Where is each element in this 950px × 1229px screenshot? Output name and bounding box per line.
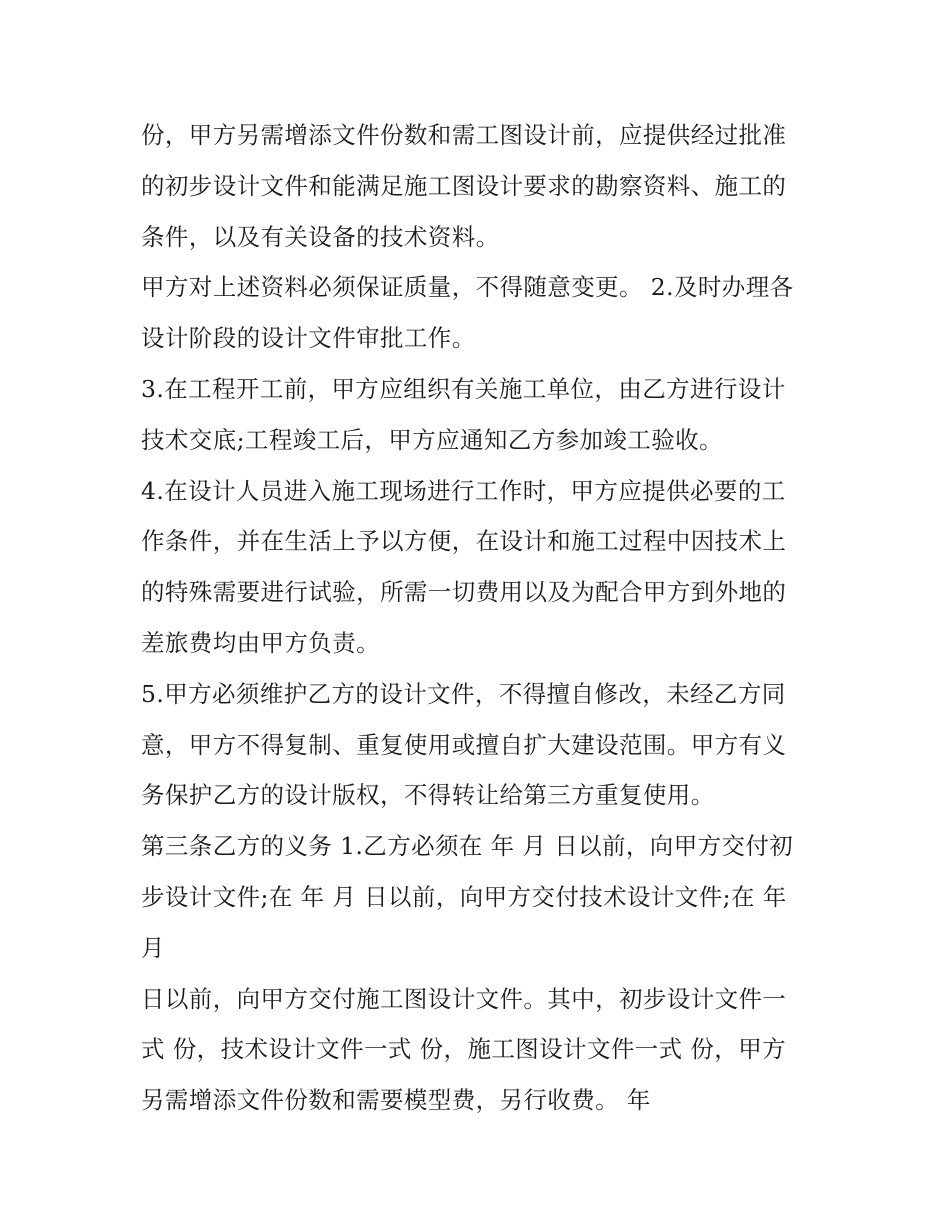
body-text [141,110,821,1126]
text-line: 日以前，向甲方交付施工图设计文件。其中，初步设计文件一 [141,984,787,1013]
text-line: 条件，以及有关设备的技术资料。 [141,222,500,251]
text-line: 第三条乙方的义务 1.乙方必须在 年 月 日以前，向甲方交付初 [141,832,794,861]
text-line: 差旅费均由甲方负责。 [141,628,380,657]
text-line: 份，甲方另需增添文件份数和需工图设计前，应提供经过批准 [141,121,787,149]
text-line: 月 [141,933,165,962]
text-line: 作条件，并在生活上予以方便，在设计和施工过程中因技术上 [141,527,787,556]
text-line: 设计阶段的设计文件审批工作。 [141,324,476,353]
text-line: 步设计文件;在 年 月 日以前，向甲方交付技术设计文件;在 年 [141,882,787,911]
text-line: 式 份，技术设计文件一式 份，施工图设计文件一式 份，甲方 [141,1035,787,1064]
text-line: 另需增添文件份数和需要模型费，另行收费。 年 [141,1086,651,1115]
text-line: 甲方对上述资料必须保证质量，不得随意变更。 2.及时办理各 [141,273,794,302]
text-line: 意，甲方不得复制、重复使用或擅自扩大建设范围。甲方有义 [141,730,787,759]
text-line: 技术交底;工程竣工后，甲方应通知乙方参加竣工验收。 [141,425,723,454]
text-line: 的初步设计文件和能满足施工图设计要求的勘察资料、施工的 [141,171,787,200]
text-line: 4.在设计人员进入施工现场进行工作时，甲方应提供必要的工 [141,476,786,505]
text-line: 的特殊需要进行试验，所需一切费用以及为配合甲方到外地的 [141,578,787,607]
text-line: 3.在工程开工前，甲方应组织有关施工单位，由乙方进行设计 [141,374,786,403]
text-line: 务保护乙方的设计版权，不得转让给第三方重复使用。 [141,781,715,810]
text-line: 5.甲方必须维护乙方的设计文件，不得擅自修改，未经乙方同 [141,679,786,708]
